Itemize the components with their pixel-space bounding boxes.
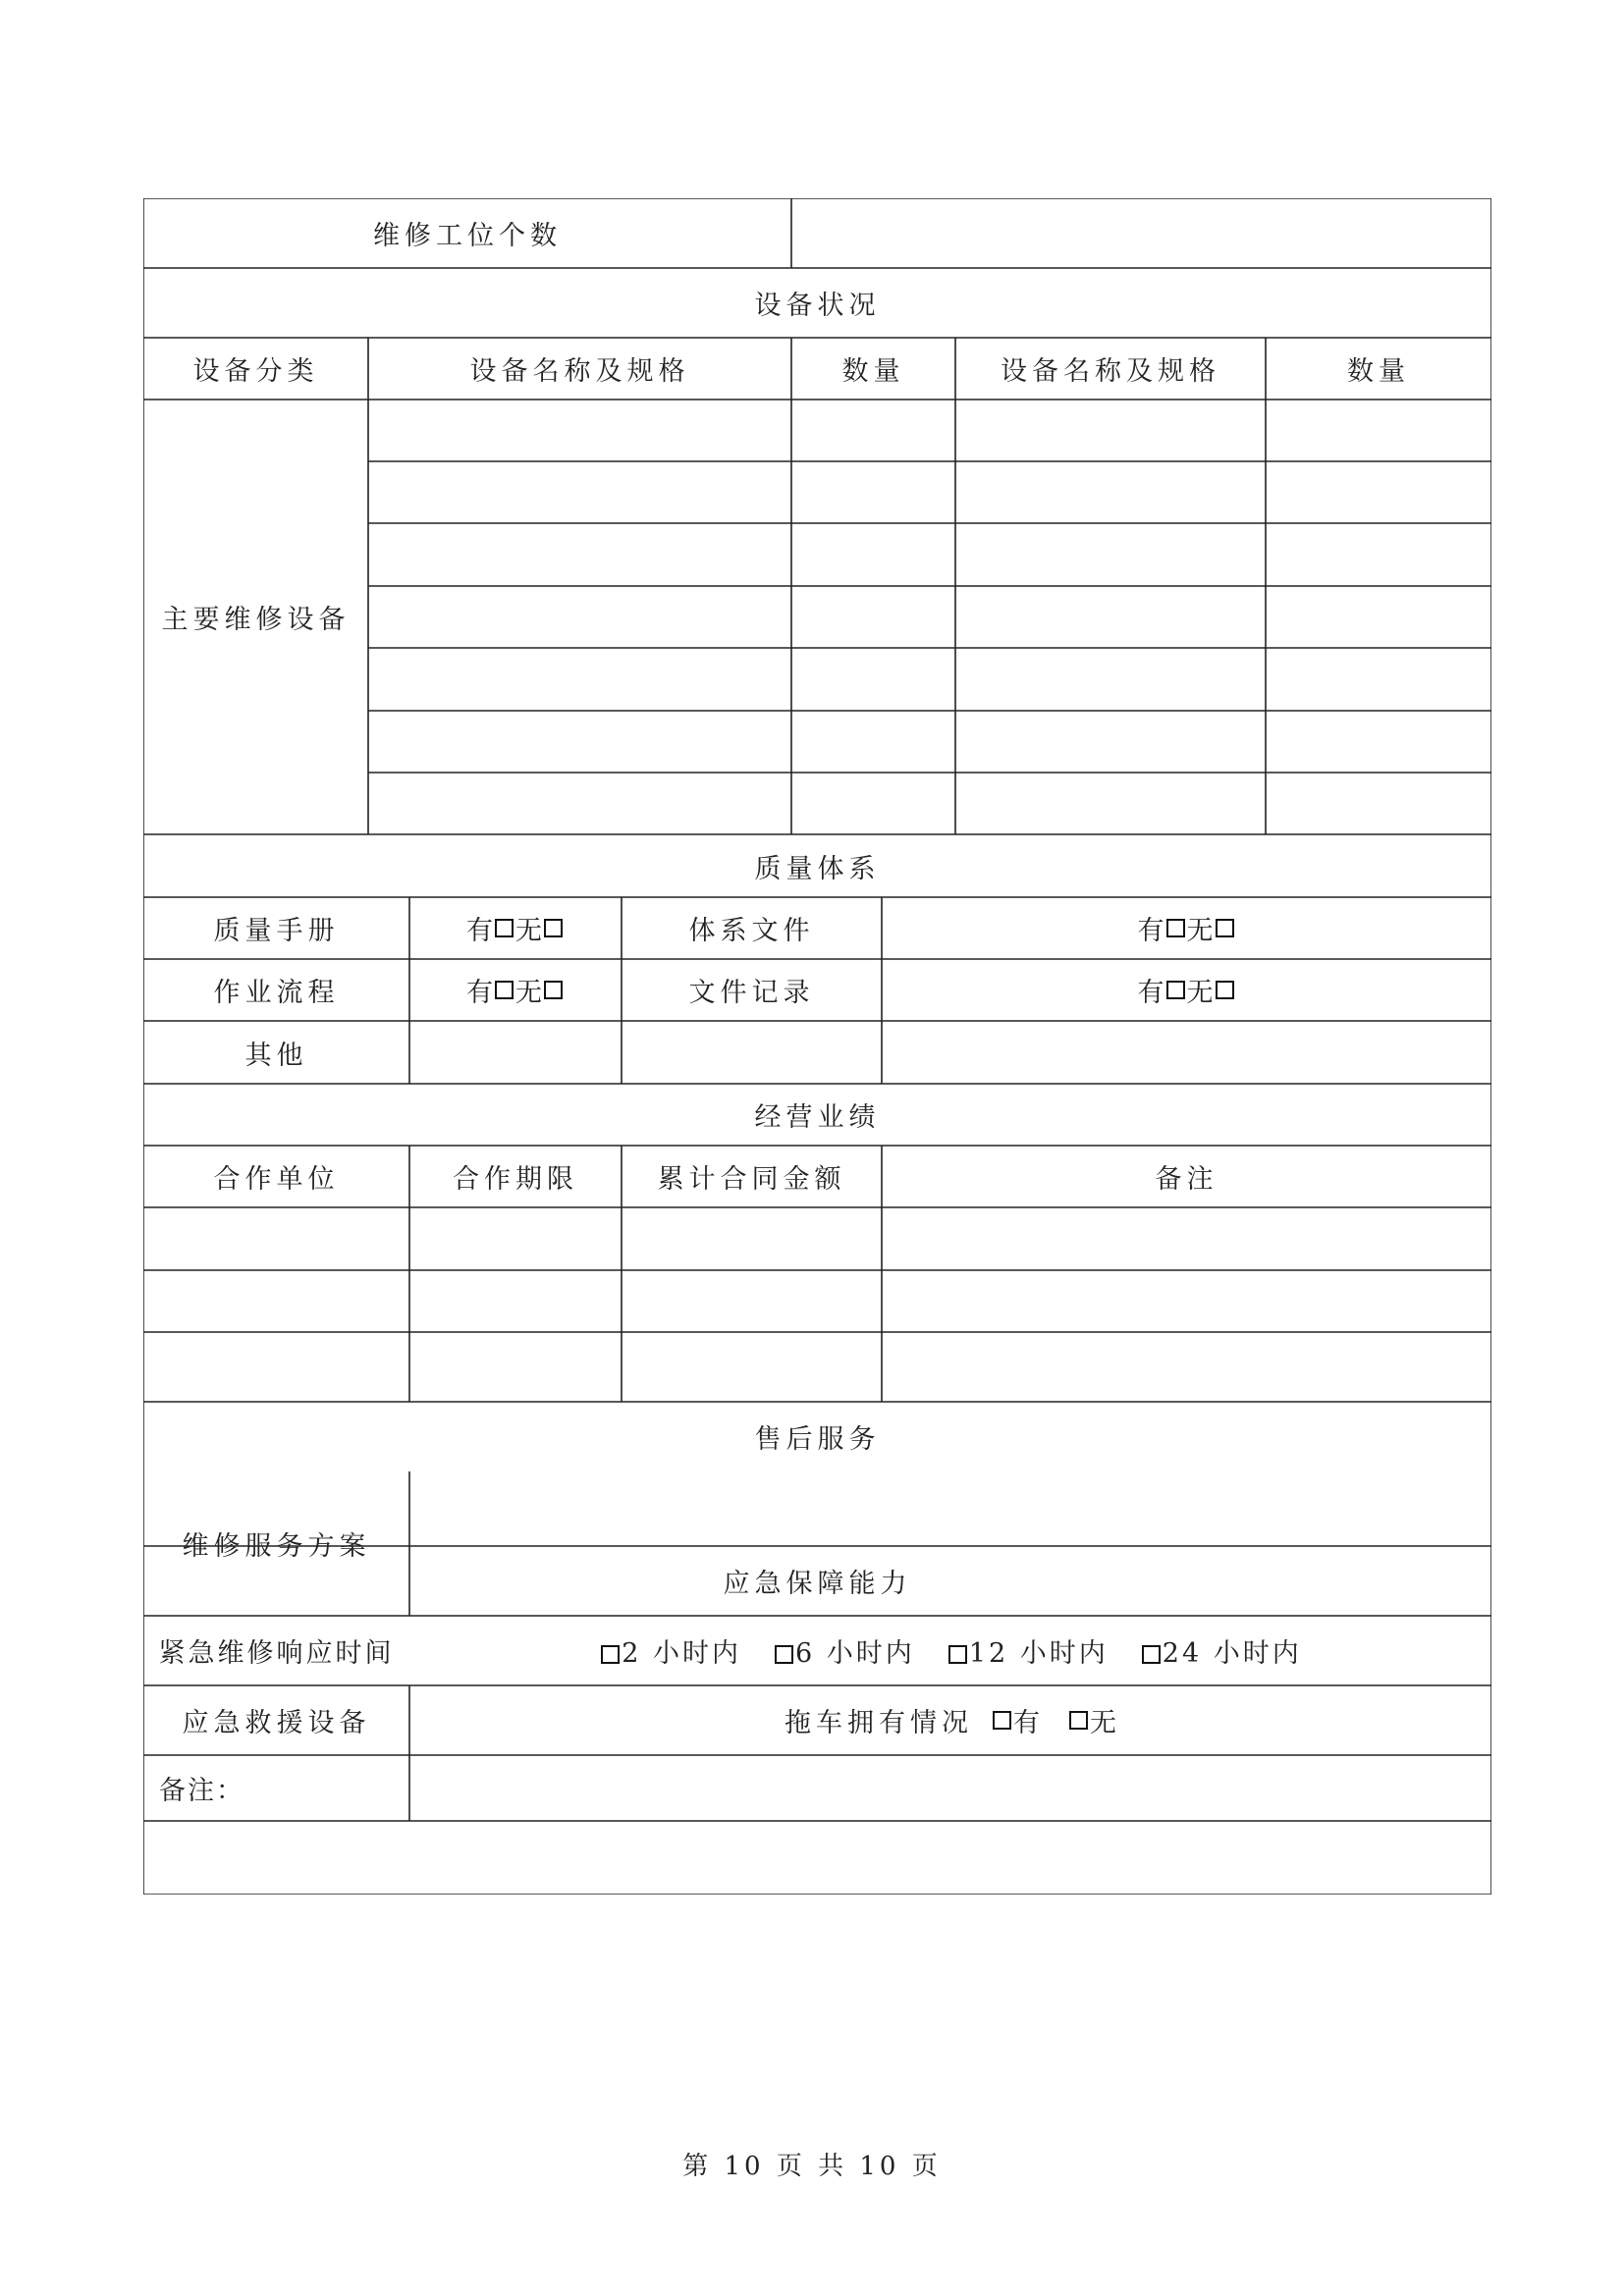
response-24h-label: 24 小时内	[1162, 1638, 1302, 1669]
response-24h-checkbox[interactable]	[1142, 1645, 1161, 1664]
yes-checkbox[interactable]	[1166, 981, 1185, 999]
tow-yes-checkbox[interactable]	[993, 1711, 1011, 1730]
header-term: 合作期限	[453, 1164, 578, 1195]
no-label: 无	[515, 978, 542, 1008]
yes-label: 有	[1137, 916, 1164, 946]
service-plan-label: 维修服务方案	[182, 1531, 371, 1562]
no-checkbox[interactable]	[1216, 981, 1234, 999]
no-checkbox[interactable]	[544, 919, 563, 937]
yes-label: 有	[466, 978, 493, 1008]
workflow-label: 作业流程	[213, 978, 340, 1008]
quality-manual-options	[409, 897, 622, 959]
tow-label: 拖车拥有情况	[785, 1708, 973, 1738]
yes-checkbox[interactable]	[495, 981, 514, 999]
response-12h-checkbox[interactable]	[948, 1645, 967, 1664]
no-label: 无	[515, 916, 542, 946]
response-2h-checkbox[interactable]	[601, 1645, 620, 1664]
doc-records-label: 文件记录	[688, 978, 815, 1008]
quality-section-title: 质量体系	[754, 853, 881, 884]
doc-records-options	[882, 959, 1491, 1021]
other-label: 其他	[244, 1040, 308, 1071]
header-equipment-category: 设备分类	[192, 356, 319, 387]
response-12h-label: 12 小时内	[968, 1638, 1109, 1669]
response-2h-label: 2 小时内	[622, 1638, 742, 1669]
page-number: 第 10 页 共 10 页	[682, 2152, 942, 2181]
response-6h-checkbox[interactable]	[775, 1645, 793, 1664]
form-table	[143, 198, 1491, 1895]
performance-section-title: 经营业绩	[754, 1102, 881, 1133]
header-name-spec-2: 设备名称及规格	[1001, 356, 1220, 387]
notes-label: 备注：	[159, 1776, 244, 1806]
after-sales-section-title: 售后服务	[754, 1424, 881, 1455]
yes-checkbox[interactable]	[1166, 919, 1185, 937]
response-time-options	[409, 1616, 1491, 1685]
tow-no-checkbox[interactable]	[1069, 1711, 1088, 1730]
tow-no-label: 无	[1090, 1708, 1116, 1738]
equipment-section-title: 设备状况	[754, 291, 881, 321]
workflow-options	[409, 959, 622, 1021]
tow-yes-label: 有	[1013, 1708, 1040, 1738]
yes-label: 有	[1137, 978, 1164, 1008]
main-equipment-label: 主要维修设备	[161, 605, 351, 635]
no-checkbox[interactable]	[544, 981, 563, 999]
tow-options	[409, 1685, 1491, 1755]
no-label: 无	[1186, 916, 1214, 946]
header-qty-1: 数量	[841, 356, 905, 387]
yes-checkbox[interactable]	[495, 919, 514, 937]
header-amount: 累计合同金额	[657, 1164, 846, 1195]
response-time-label: 紧急维修响应时间	[158, 1638, 395, 1669]
rescue-equipment-label: 应急救援设备	[182, 1708, 371, 1738]
no-checkbox[interactable]	[1216, 919, 1234, 937]
system-docs-label: 体系文件	[688, 916, 815, 946]
emergency-section-title: 应急保障能力	[723, 1569, 912, 1599]
quality-manual-label: 质量手册	[213, 916, 340, 946]
workstation-count-value[interactable]	[791, 198, 1491, 268]
response-6h-label: 6 小时内	[795, 1638, 915, 1669]
workstation-count-label: 维修工位个数	[373, 221, 562, 251]
header-name-spec-1: 设备名称及规格	[469, 356, 690, 387]
system-docs-options	[882, 897, 1491, 959]
header-qty-2: 数量	[1347, 356, 1410, 387]
header-partner: 合作单位	[213, 1164, 340, 1195]
yes-label: 有	[466, 916, 493, 946]
header-remarks: 备注	[1155, 1164, 1218, 1195]
no-label: 无	[1186, 978, 1214, 1008]
